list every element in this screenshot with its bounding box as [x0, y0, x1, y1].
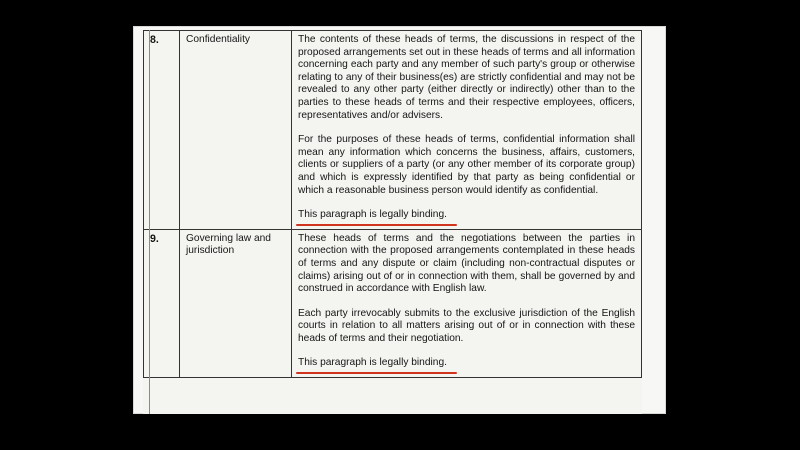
document-photo: [133, 26, 666, 414]
clause-heading: Confidentiality: [180, 31, 292, 230]
clause-row-confidentiality: [144, 31, 642, 230]
red-underline-mark: [296, 224, 457, 226]
red-underline-mark: [296, 372, 457, 374]
clause-body: [292, 31, 642, 230]
document-page: [143, 30, 642, 414]
clause-row-governing-law: [144, 229, 642, 377]
clause-paragraph: The contents of these heads of terms, the discussions in respect of the proposed arrangements set out in these heads of terms and all information concerning each party and any member of such party's group or otherwise relating to any of their business(es) are strictly confidential and may not be revealed to any other party (either directly or indirectly) other than to the parties to these heads of terms and their respective employees, officers, representatives and/or advisers.: [298, 34, 635, 121]
binding-statement: [298, 209, 635, 222]
clause-paragraph: Each party irrevocably submits to the exclusive jurisdiction of the English courts in relation to all matters arising out of or in connection with these heads of terms and their negotiation.: [298, 307, 635, 344]
binding-text-wrap: [298, 357, 447, 370]
binding-text-wrap: [298, 209, 447, 222]
binding-text: This paragraph is legally binding.: [298, 357, 447, 369]
clause-paragraph: For the purposes of these heads of terms, confidential information shall mean any information which concerns the business, affairs, customers, clients or suppliers of a party (or any other member of its corporate group) and which is expressly identified by that party as being confidential or which a reasonable business person would identify as confidential.: [298, 134, 635, 196]
clause-number: 9.: [144, 229, 180, 377]
clause-body: [292, 229, 642, 377]
clause-paragraph: These heads of terms and the negotiations between the parties in connection with the proposed arrangements contemplated in these heads of terms and any dispute or claim (including non-contractual disputes or claims) arising out of or in connection with them, shall be governed by and construed in accordance with English law.: [298, 232, 635, 295]
binding-statement: [298, 357, 635, 370]
page-margin-rule: [149, 30, 150, 414]
clause-number: 8.: [144, 31, 180, 230]
heads-of-terms-table: [143, 30, 642, 378]
binding-text: This paragraph is legally binding.: [298, 209, 447, 221]
clause-heading: Governing law and jurisdiction: [180, 229, 292, 377]
